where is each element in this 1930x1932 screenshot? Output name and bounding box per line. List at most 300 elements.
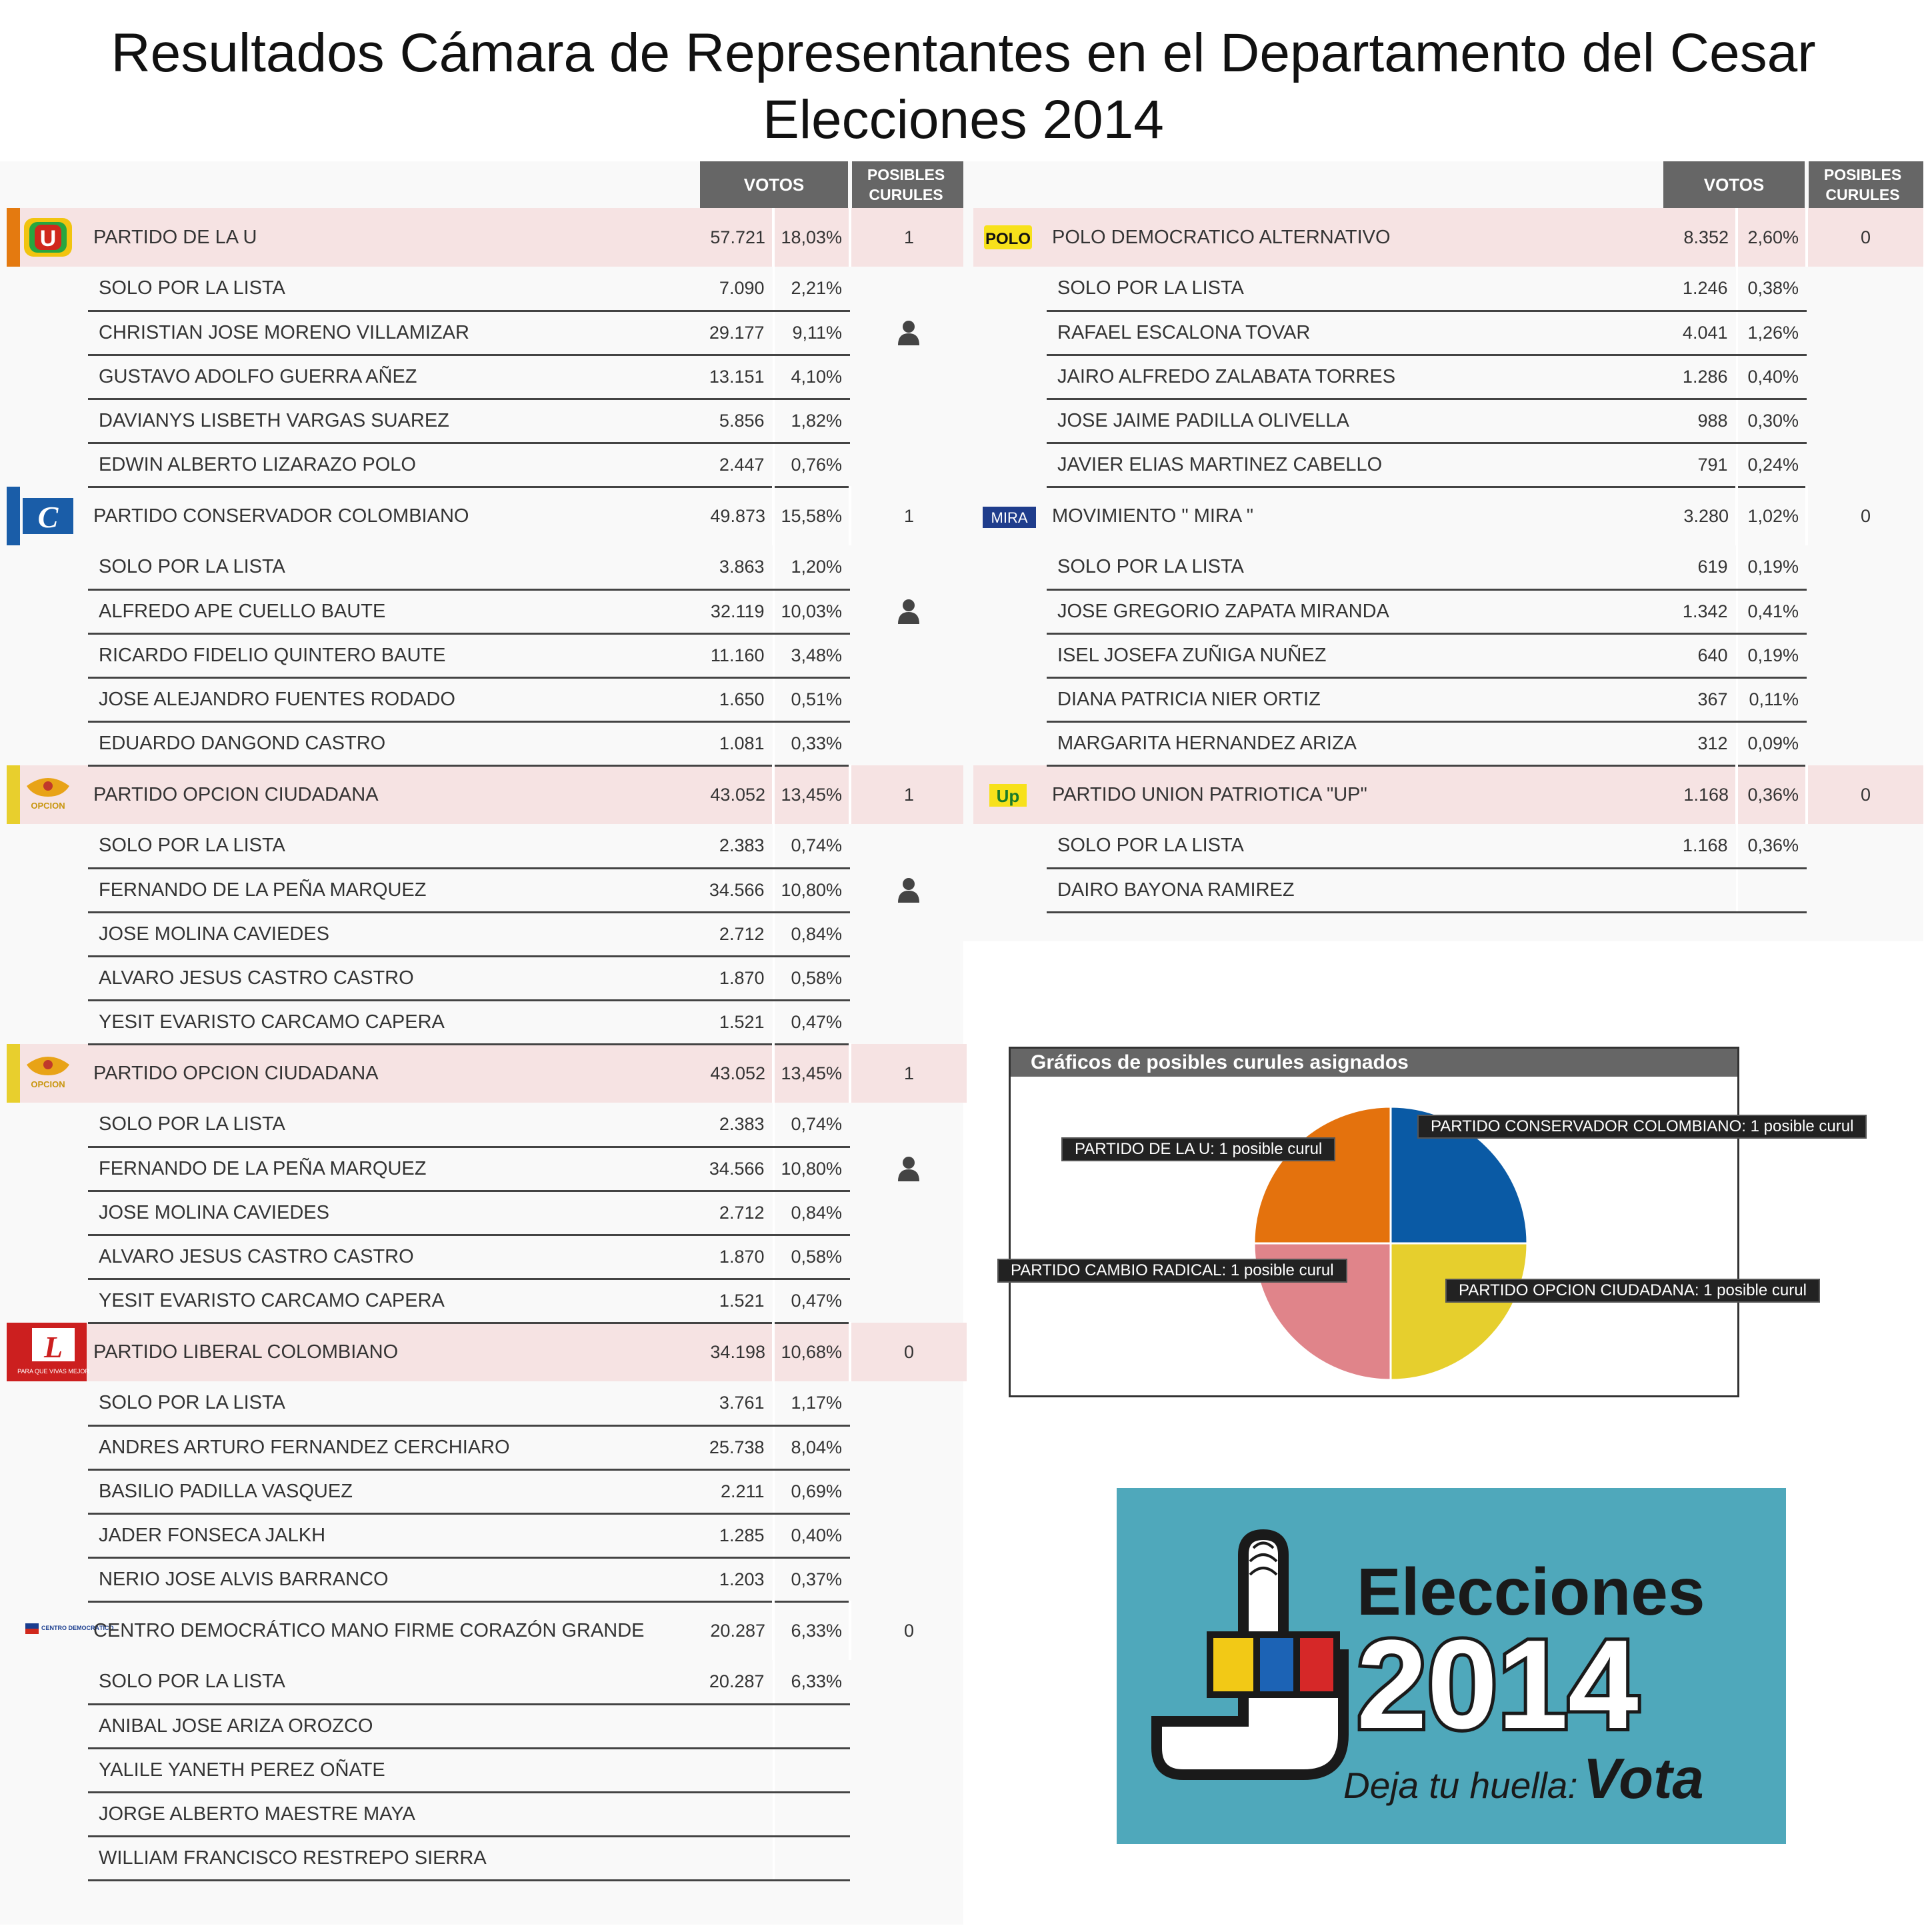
candidate-elected-cell <box>850 677 967 721</box>
candidate-elected-cell <box>1807 311 1923 355</box>
candidate-percent: 0,38% <box>1737 267 1807 311</box>
candidate-votes: 3.863 <box>700 545 773 589</box>
candidate-percent: 1,26% <box>1737 311 1807 355</box>
candidate-name: SOLO POR LA LISTA <box>88 545 700 589</box>
pie-slice-3 <box>1254 1107 1391 1243</box>
candidate-votes: 619 <box>1663 545 1737 589</box>
candidate-name: YALILE YANETH PEREZ OÑATE <box>88 1748 700 1792</box>
label-de-la-u: PARTIDO DE LA U: 1 posible curul <box>1061 1137 1335 1161</box>
candidate-row <box>13 589 967 633</box>
candidate-percent: 0,58% <box>773 1235 850 1279</box>
candidate-percent: 0,41% <box>1737 589 1807 633</box>
candidate-elected-cell <box>850 956 967 1000</box>
candidate-row <box>973 355 1923 399</box>
candidate-votes: 2.211 <box>700 1469 773 1513</box>
candidate-name: ALVARO JESUS CASTRO CASTRO <box>88 1235 700 1279</box>
candidate-percent: 0,33% <box>773 721 850 765</box>
candidate-row <box>13 1557 967 1601</box>
candidate-elected-cell <box>1807 443 1923 487</box>
party-votes: 57.721 <box>700 208 773 267</box>
candidate-elected-cell <box>1807 677 1923 721</box>
candidate-percent: 0,24% <box>1737 443 1807 487</box>
candidate-votes: 1.521 <box>700 1279 773 1323</box>
candidate-votes: 1.203 <box>700 1557 773 1601</box>
candidate-name: JOSE GREGORIO ZAPATA MIRANDA <box>1047 589 1663 633</box>
candidate-name: DIANA PATRICIA NIER ORTIZ <box>1047 677 1663 721</box>
candidate-percent: 1,20% <box>773 545 850 589</box>
candidate-percent: 0,40% <box>773 1513 850 1557</box>
party-percent: 18,03% <box>773 208 850 267</box>
party-row <box>13 487 967 545</box>
left-results-table <box>7 161 973 1881</box>
candidate-votes: 2.712 <box>700 912 773 956</box>
candidate-elected-cell <box>850 267 967 311</box>
candidate-elected-cell <box>1807 721 1923 765</box>
candidate-votes: 34.566 <box>700 868 773 912</box>
candidate-votes: 2.383 <box>700 824 773 868</box>
polo-democratico-logo <box>980 217 1036 257</box>
candidate-name: JOSE MOLINA CAVIEDES <box>88 912 700 956</box>
party-row <box>973 765 1923 824</box>
candidate-percent: 0,11% <box>1737 677 1807 721</box>
candidate-name: YESIT EVARISTO CARCAMO CAPERA <box>88 1279 700 1323</box>
party-curules: 0 <box>850 1323 967 1381</box>
opcion-ciudadana-logo <box>20 1050 76 1097</box>
party-name: PARTIDO OPCION CIUDADANA <box>88 1044 700 1103</box>
candidate-votes: 1.870 <box>700 956 773 1000</box>
candidate-votes: 5.856 <box>700 399 773 443</box>
candidate-name: ALFREDO APE CUELLO BAUTE <box>88 589 700 633</box>
candidate-percent: 0,47% <box>773 1279 850 1323</box>
svg-text:U: U <box>39 226 57 251</box>
party-curules: 1 <box>904 505 915 526</box>
candidate-percent: 0,74% <box>773 1103 850 1147</box>
candidate-elected-cell <box>1807 824 1923 868</box>
candidate-name: JORGE ALBERTO MAESTRE MAYA <box>88 1792 700 1836</box>
candidate-row <box>13 677 967 721</box>
party-name: CENTRO DEMOCRÁTICO MANO FIRME CORAZÓN GRANDE <box>93 1620 645 1642</box>
candidate-elected-cell <box>1807 545 1923 589</box>
candidate-row <box>973 824 1923 868</box>
candidate-votes: 367 <box>1663 677 1737 721</box>
candidate-votes: 32.119 <box>700 589 773 633</box>
pie-slice-1 <box>1391 1243 1527 1380</box>
candidate-votes <box>700 1792 773 1836</box>
partido-liberal-logo <box>17 1323 89 1381</box>
candidate-name: RAFAEL ESCALONA TOVAR <box>1047 311 1663 355</box>
candidate-row <box>973 589 1923 633</box>
left-results-panel <box>0 161 963 1925</box>
candidate-row <box>13 1103 967 1147</box>
candidate-name: EDUARDO DANGOND CASTRO <box>88 721 700 765</box>
candidate-votes: 2.383 <box>700 1103 773 1147</box>
logo-graphic <box>1117 1488 1786 1844</box>
candidate-elected-cell <box>850 311 967 355</box>
svg-text:OPCION: OPCION <box>31 801 65 811</box>
candidate-name: ALVARO JESUS CASTRO CASTRO <box>88 956 700 1000</box>
candidate-elected-cell <box>850 399 967 443</box>
candidate-elected-cell <box>1807 267 1923 311</box>
candidate-votes: 2.447 <box>700 443 773 487</box>
party-percent: 2,60% <box>1737 208 1807 267</box>
svg-text:Up: Up <box>996 786 1020 806</box>
candidate-percent: 0,76% <box>773 443 850 487</box>
candidate-name: JOSE MOLINA CAVIEDES <box>88 1191 700 1235</box>
candidate-votes: 25.738 <box>700 1425 773 1469</box>
party-logo <box>973 487 1047 545</box>
party-name: MOVIMIENTO " MIRA " <box>1052 505 1254 527</box>
candidate-name: DAIRO BAYONA RAMIREZ <box>1047 868 1663 912</box>
candidate-votes: 1.285 <box>700 1513 773 1557</box>
party-logo <box>973 765 1047 824</box>
candidate-percent <box>773 1748 850 1792</box>
candidate-elected-cell <box>850 1557 967 1601</box>
candidate-row <box>13 355 967 399</box>
candidate-row <box>13 1469 967 1513</box>
party-row <box>13 1044 967 1103</box>
candidate-percent: 0,51% <box>773 677 850 721</box>
party-votes: 20.287 <box>700 1601 773 1660</box>
candidate-percent: 10,80% <box>773 1147 850 1191</box>
candidate-name: FERNANDO DE LA PEÑA MARQUEZ <box>88 868 700 912</box>
candidate-votes: 1.521 <box>700 1000 773 1044</box>
partido-conservador-logo <box>20 493 76 539</box>
candidate-elected-cell <box>850 1704 967 1748</box>
candidate-name: JAVIER ELIAS MARTINEZ CABELLO <box>1047 443 1663 487</box>
candidate-row <box>13 1425 967 1469</box>
party-name: PARTIDO OPCION CIUDADANA <box>88 765 700 824</box>
candidate-name: FERNANDO DE LA PEÑA MARQUEZ <box>88 1147 700 1191</box>
candidate-elected-cell <box>850 824 967 868</box>
candidate-elected-cell <box>1807 355 1923 399</box>
candidate-row <box>13 1191 967 1235</box>
candidate-percent <box>1737 868 1807 912</box>
candidate-name: NERIO JOSE ALVIS BARRANCO <box>88 1557 700 1601</box>
candidate-name: BASILIO PADILLA VASQUEZ <box>88 1469 700 1513</box>
candidate-name: ISEL JOSEFA ZUÑIGA NUÑEZ <box>1047 633 1663 677</box>
candidate-name: SOLO POR LA LISTA <box>88 1381 700 1425</box>
movimiento-mira-logo <box>980 496 1039 536</box>
candidate-votes: 312 <box>1663 721 1737 765</box>
candidate-percent: 0,74% <box>773 824 850 868</box>
elected-person-icon <box>897 877 920 903</box>
candidate-percent: 0,19% <box>1737 545 1807 589</box>
candidate-percent: 0,09% <box>1737 721 1807 765</box>
candidate-percent: 9,11% <box>773 311 850 355</box>
candidate-percent: 0,84% <box>773 1191 850 1235</box>
candidate-votes: 1.246 <box>1663 267 1737 311</box>
candidate-row <box>973 311 1923 355</box>
party-votes: 1.168 <box>1663 765 1737 824</box>
partido-u-logo <box>20 214 76 261</box>
candidate-percent: 0,47% <box>773 1000 850 1044</box>
party-percent: 13,45% <box>773 1044 850 1103</box>
candidate-name: YESIT EVARISTO CARCAMO CAPERA <box>88 1000 700 1044</box>
party-votes: 43.052 <box>700 765 773 824</box>
candidate-row <box>13 1748 967 1792</box>
candidate-row <box>973 868 1923 912</box>
candidate-elected-cell <box>850 1425 967 1469</box>
party-votes: 49.873 <box>700 487 773 545</box>
candidate-row <box>13 868 967 912</box>
candidate-votes: 11.160 <box>700 633 773 677</box>
candidate-elected-cell <box>850 1000 967 1044</box>
candidate-row <box>13 311 967 355</box>
candidate-elected-cell <box>850 868 967 912</box>
candidate-percent: 2,21% <box>773 267 850 311</box>
candidate-name: EDWIN ALBERTO LIZARAZO POLO <box>88 443 700 487</box>
candidate-votes <box>1663 868 1737 912</box>
party-logo <box>13 208 88 267</box>
party-logo <box>13 1601 114 1660</box>
candidate-elected-cell <box>850 355 967 399</box>
candidate-votes: 791 <box>1663 443 1737 487</box>
candidate-row <box>13 1704 967 1748</box>
logo-slogan: Deja tu huella:Vota <box>1343 1747 1704 1811</box>
svg-text:C: C <box>37 500 59 534</box>
svg-text:CENTRO DEMOCRÁTICO: CENTRO DEMOCRÁTICO <box>41 1625 114 1631</box>
candidate-name: MARGARITA HERNANDEZ ARIZA <box>1047 721 1663 765</box>
candidate-name: RICARDO FIDELIO QUINTERO BAUTE <box>88 633 700 677</box>
candidate-elected-cell <box>850 1279 967 1323</box>
candidate-elected-cell <box>850 545 967 589</box>
candidate-elected-cell <box>1807 868 1923 912</box>
opcion-ciudadana-logo <box>20 771 76 818</box>
centro-democratico-logo <box>20 1614 114 1647</box>
party-percent: 1,02% <box>1737 487 1807 545</box>
party-votes: 8.352 <box>1663 208 1737 267</box>
candidate-votes: 1.650 <box>700 677 773 721</box>
party-logo <box>13 1323 88 1381</box>
party-curules: 0 <box>904 1620 915 1641</box>
candidate-elected-cell <box>850 1147 967 1191</box>
svg-text:L: L <box>43 1330 63 1364</box>
candidate-name: SOLO POR LA LISTA <box>1047 545 1663 589</box>
candidate-votes: 29.177 <box>700 311 773 355</box>
candidate-percent: 1,17% <box>773 1381 850 1425</box>
candidate-name: GUSTAVO ADOLFO GUERRA AÑEZ <box>88 355 700 399</box>
candidate-elected-cell <box>850 1660 967 1704</box>
title-line-1: Resultados Cámara de Representantes en el Departamento del Cesar <box>111 23 1816 83</box>
party-name: PARTIDO UNION PATRIOTICA "UP" <box>1047 765 1663 824</box>
candidate-votes: 4.041 <box>1663 311 1737 355</box>
party-curules: 0 <box>1861 505 1871 526</box>
chart-title: Gráficos de posibles curules asignados <box>1011 1049 1737 1077</box>
candidate-elected-cell <box>850 1836 967 1880</box>
curules-header: POSIBLES CURULES <box>1807 161 1923 208</box>
party-name: PARTIDO CONSERVADOR COLOMBIANO <box>93 505 469 527</box>
votos-header: VOTOS <box>700 161 850 208</box>
candidate-votes: 34.566 <box>700 1147 773 1191</box>
candidate-elected-cell <box>850 1381 967 1425</box>
candidate-votes: 13.151 <box>700 355 773 399</box>
candidate-row <box>13 1792 967 1836</box>
candidate-votes <box>700 1748 773 1792</box>
candidate-row <box>13 824 967 868</box>
candidate-row <box>973 267 1923 311</box>
candidate-name: DAVIANYS LISBETH VARGAS SUAREZ <box>88 399 700 443</box>
candidate-elected-cell <box>1807 589 1923 633</box>
svg-text:PARA QUE VIVAS MEJOR: PARA QUE VIVAS MEJOR <box>17 1368 89 1375</box>
party-logo <box>13 765 88 824</box>
candidate-name: JOSE JAIME PADILLA OLIVELLA <box>1047 399 1663 443</box>
candidate-percent: 10,80% <box>773 868 850 912</box>
party-percent: 6,33% <box>773 1601 850 1660</box>
candidate-elected-cell <box>850 1748 967 1792</box>
candidate-row <box>13 267 967 311</box>
candidate-row <box>973 545 1923 589</box>
candidate-votes: 1.286 <box>1663 355 1737 399</box>
page-title <box>0 20 1927 153</box>
svg-text:OPCION: OPCION <box>31 1079 65 1089</box>
elected-person-icon <box>897 320 920 345</box>
candidate-elected-cell <box>850 589 967 633</box>
votos-header: VOTOS <box>1663 161 1807 208</box>
party-row <box>13 765 967 824</box>
candidate-percent: 0,19% <box>1737 633 1807 677</box>
curules-header: POSIBLES CURULES <box>850 161 967 208</box>
candidate-percent: 4,10% <box>773 355 850 399</box>
party-curules: 1 <box>850 1044 967 1103</box>
candidate-row <box>973 721 1923 765</box>
candidate-name: ANIBAL JOSE ARIZA OROZCO <box>88 1704 700 1748</box>
candidate-elected-cell <box>850 1469 967 1513</box>
candidate-percent: 10,03% <box>773 589 850 633</box>
party-row <box>13 1323 967 1381</box>
label-conservador: PARTIDO CONSERVADOR COLOMBIANO: 1 posible curul <box>1417 1115 1867 1139</box>
candidate-votes: 2.712 <box>700 1191 773 1235</box>
candidate-percent: 0,40% <box>1737 355 1807 399</box>
title-line-2: Elecciones 2014 <box>763 89 1164 150</box>
candidate-row <box>13 1513 967 1557</box>
candidate-elected-cell <box>850 633 967 677</box>
candidate-name: SOLO POR LA LISTA <box>88 267 700 311</box>
candidate-votes <box>700 1704 773 1748</box>
candidate-row <box>973 633 1923 677</box>
party-percent: 10,68% <box>773 1323 850 1381</box>
candidate-votes: 7.090 <box>700 267 773 311</box>
candidate-row <box>13 1836 967 1880</box>
candidate-percent: 6,33% <box>773 1660 850 1704</box>
candidate-votes: 1.081 <box>700 721 773 765</box>
candidate-elected-cell <box>850 1103 967 1147</box>
candidate-elected-cell <box>850 1235 967 1279</box>
candidate-votes: 20.287 <box>700 1660 773 1704</box>
party-row <box>973 487 1923 545</box>
candidate-row <box>13 1147 967 1191</box>
candidate-elected-cell <box>850 1513 967 1557</box>
candidate-row <box>13 399 967 443</box>
party-row <box>13 1601 967 1660</box>
candidate-percent <box>773 1792 850 1836</box>
party-row <box>973 208 1923 267</box>
candidate-elected-cell <box>850 443 967 487</box>
party-percent: 0,36% <box>1737 765 1807 824</box>
candidate-votes: 988 <box>1663 399 1737 443</box>
elecciones-2014-logo <box>1117 1488 1786 1844</box>
candidate-elected-cell <box>850 912 967 956</box>
candidate-row <box>13 1279 967 1323</box>
candidate-percent: 0,30% <box>1737 399 1807 443</box>
candidate-row <box>13 1660 967 1704</box>
svg-text:MIRA: MIRA <box>991 509 1028 526</box>
party-curules: 1 <box>850 208 967 267</box>
candidate-row <box>13 1000 967 1044</box>
candidate-votes <box>700 1836 773 1880</box>
candidate-percent: 3,48% <box>773 633 850 677</box>
party-row <box>13 208 967 267</box>
candidate-row <box>973 443 1923 487</box>
candidate-name: WILLIAM FRANCISCO RESTREPO SIERRA <box>88 1836 700 1880</box>
candidate-row <box>13 1235 967 1279</box>
candidate-votes: 1.870 <box>700 1235 773 1279</box>
candidate-percent: 0,36% <box>1737 824 1807 868</box>
right-results-panel <box>963 161 1923 941</box>
candidate-name: SOLO POR LA LISTA <box>88 1103 700 1147</box>
party-logo <box>13 487 88 545</box>
party-votes: 43.052 <box>700 1044 773 1103</box>
candidate-row <box>973 399 1923 443</box>
candidate-percent <box>773 1836 850 1880</box>
party-name: PARTIDO DE LA U <box>88 208 700 267</box>
candidate-percent: 8,04% <box>773 1425 850 1469</box>
candidate-votes: 640 <box>1663 633 1737 677</box>
candidate-name: CHRISTIAN JOSE MORENO VILLAMIZAR <box>88 311 700 355</box>
candidate-elected-cell <box>850 721 967 765</box>
candidate-votes: 3.761 <box>700 1381 773 1425</box>
candidate-row <box>13 912 967 956</box>
candidate-name: JOSE ALEJANDRO FUENTES RODADO <box>88 677 700 721</box>
candidate-votes: 1.168 <box>1663 824 1737 868</box>
party-percent: 13,45% <box>773 765 850 824</box>
party-name: PARTIDO LIBERAL COLOMBIANO <box>88 1323 700 1381</box>
candidate-percent <box>773 1704 850 1748</box>
party-percent: 15,58% <box>773 487 850 545</box>
party-votes: 34.198 <box>700 1323 773 1381</box>
table-header <box>973 161 1923 208</box>
candidate-name: ANDRES ARTURO FERNANDEZ CERCHIARO <box>88 1425 700 1469</box>
curules-chart <box>1009 1047 1739 1397</box>
elected-person-icon <box>897 599 920 624</box>
svg-text:POLO: POLO <box>985 230 1031 248</box>
candidate-name: SOLO POR LA LISTA <box>88 1660 700 1704</box>
union-patriotica-logo <box>980 775 1036 815</box>
table-header <box>13 161 967 208</box>
candidate-name: SOLO POR LA LISTA <box>88 824 700 868</box>
party-logo <box>13 1044 88 1103</box>
right-results-table <box>967 161 1930 913</box>
candidate-percent: 0,84% <box>773 912 850 956</box>
elected-person-icon <box>897 1156 920 1181</box>
candidate-elected-cell <box>1807 399 1923 443</box>
candidate-percent: 0,58% <box>773 956 850 1000</box>
candidate-row <box>13 1381 967 1425</box>
label-opcion: PARTIDO OPCION CIUDADANA: 1 posible curul <box>1445 1279 1820 1303</box>
candidate-row <box>13 443 967 487</box>
party-curules: 0 <box>1807 765 1923 824</box>
party-curules: 1 <box>850 765 967 824</box>
candidate-percent: 1,82% <box>773 399 850 443</box>
candidate-name: JAIRO ALFREDO ZALABATA TORRES <box>1047 355 1663 399</box>
party-name: POLO DEMOCRATICO ALTERNATIVO <box>1047 208 1663 267</box>
candidate-name: SOLO POR LA LISTA <box>1047 824 1663 868</box>
candidate-percent: 0,37% <box>773 1557 850 1601</box>
candidate-votes: 1.342 <box>1663 589 1737 633</box>
candidate-elected-cell <box>1807 633 1923 677</box>
candidate-row <box>13 545 967 589</box>
candidate-row <box>13 633 967 677</box>
logo-year: 2014 <box>1357 1614 1639 1755</box>
